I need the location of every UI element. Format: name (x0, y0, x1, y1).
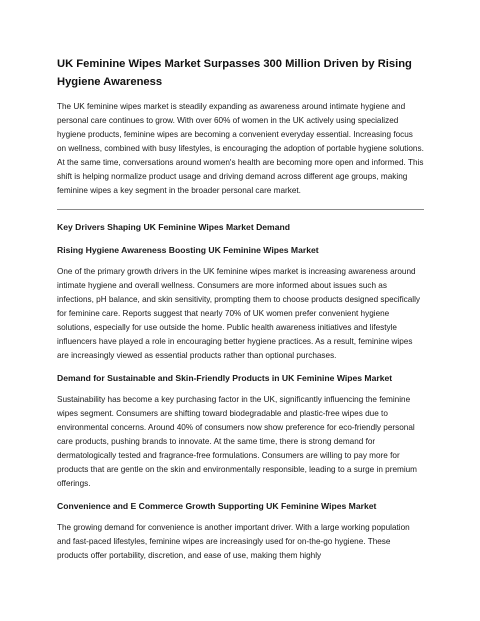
article-title: UK Feminine Wipes Market Surpasses 300 Million Driven by Rising Hygiene Awareness (57, 58, 412, 88)
subsection-heading-hygiene: Rising Hygiene Awareness Boosting UK Feminine Wipes Market (57, 245, 319, 255)
subsection-body-convenience: The growing demand for convenience is another important driver. With a large working population and fast-paced lifestyles, feminine wipes are increasingly used for on-the-go hygiene. These products offer portability, discretion, and ease of use, making them highly (57, 523, 410, 560)
subsection-body-hygiene: One of the primary growth drivers in the UK feminine wipes market is increasing awareness around intimate hygiene and overall wellness. Consumers are more informed about issues such as infections, pH balance, and skin sensitivity, prompting them to choose products designed specifically for feminine care. Reports suggest that nearly 70% of UK women prefer convenient hygiene solutions, especially for use outside the home. Public health awareness initiatives and lifestyle influencers have played a role in encouraging better hygiene practices. As a result, feminine wipes are increasingly viewed as essential products rather than optional purchases. (57, 267, 421, 360)
section-divider (57, 209, 424, 210)
intro-paragraph: The UK feminine wipes market is steadily expanding as awareness around intimate hygiene and personal care continues to grow. With over 60% of women in the UK actively using specialized hygiene products, feminine wipes are becoming a convenient everyday essential. Increasing focus on wellness, combined with busy lifestyles, is encouraging the adoption of portable hygiene solutions. At the same time, conversations around women's health are becoming more open and informed. This shift is helping normalize product usage and driving demand across different age groups, making feminine wipes a key segment in the broader personal care market. (57, 102, 424, 195)
subsection-heading-sustainable: Demand for Sustainable and Skin-Friendly Products in UK Feminine Wipes Market (57, 373, 393, 383)
subsection-heading-convenience: Convenience and E Commerce Growth Supporting UK Feminine Wipes Market (57, 501, 377, 511)
section-heading: Key Drivers Shaping UK Feminine Wipes Market Demand (57, 222, 290, 232)
subsection-body-sustainable: Sustainability has become a key purchasing factor in the UK, significantly influencing the feminine wipes segment. Consumers are shifting toward biodegradable and plastic-free wipes due to environmental concerns. Around 40% of consumers now show preference for eco-friendly personal care products, pushing brands to innovate. At the same time, there is strong demand for dermatologically tested and fragrance-free formulations. Consumers are willing to pay more for products that are gentle on the skin and environmentally responsible, leading to a surge in premium offerings. (57, 395, 418, 488)
